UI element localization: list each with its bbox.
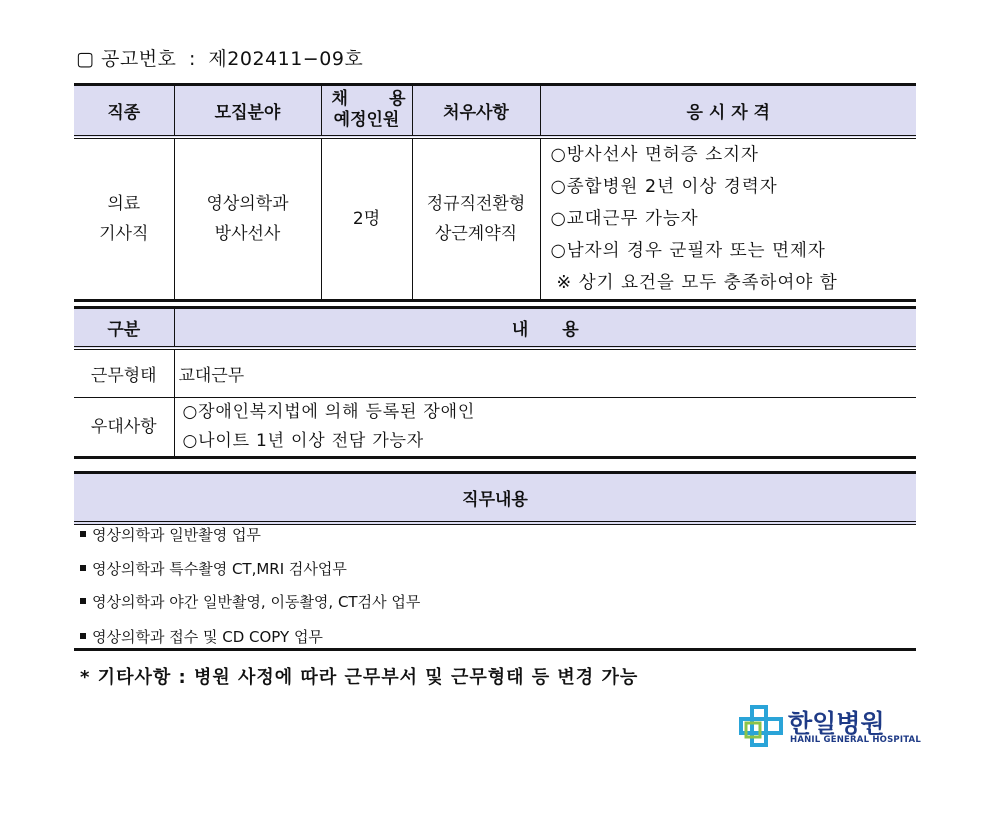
hospital-subtitle: HANIL GENERAL HOSPITAL	[790, 735, 921, 745]
work-type-label: 근무형태	[74, 348, 174, 398]
header-headcount	[321, 85, 412, 137]
qualifications-cell	[540, 137, 916, 301]
qualification-item: ○방사선사 면허증 소지자	[550, 144, 759, 165]
field-line1: 영상의학과	[206, 193, 289, 214]
qualification-item: ○교대근무 가능자	[550, 208, 699, 229]
terms-line2: 상근계약직	[434, 223, 518, 244]
hospital-name: 한일병원	[788, 709, 885, 738]
header-field: 모집분야	[174, 85, 321, 137]
header-qualifications: 응 시 자 격	[540, 85, 916, 137]
notice-label: 공고번호	[101, 48, 177, 70]
notice-number	[76, 44, 363, 71]
preference-item: ○나이트 1년 이상 전담 가능자	[182, 431, 425, 451]
detail-row-preference	[74, 398, 916, 458]
duty-item-text: 영상의학과 접수 및 CD COPY 업무	[92, 628, 323, 646]
preference-items	[174, 398, 916, 458]
bullet-icon	[80, 598, 86, 604]
terms-cell	[412, 137, 540, 301]
headcount-cell: 2명	[321, 137, 412, 301]
duty-item	[80, 558, 347, 579]
notice-value: 제202411−09호	[208, 48, 364, 70]
header-job-type: 직종	[74, 85, 174, 137]
job-type-line1: 의료	[107, 193, 141, 214]
header-headcount-part-a: 채	[331, 89, 348, 110]
header-headcount-part-b: 용	[389, 89, 406, 110]
preference-item: ○장애인복지법에 의해 등록된 장애인	[182, 402, 476, 422]
work-type-value: 교대근무	[174, 348, 916, 398]
field-cell	[174, 137, 321, 301]
duty-bottom-rule	[74, 648, 916, 651]
checkbox-square-icon: ▢	[76, 48, 95, 70]
duty-item-text: 영상의학과 일반촬영 업무	[92, 526, 261, 544]
job-type-cell	[74, 137, 174, 301]
field-line2: 방사선사	[214, 223, 281, 244]
header-headcount-line2: 예정인원	[333, 110, 400, 131]
detail-row-work-type	[74, 348, 916, 398]
header-category: 구분	[74, 308, 174, 348]
duty-title: 직무내용	[74, 471, 916, 525]
hospital-cross-icon	[738, 704, 784, 748]
recruitment-header-row	[74, 85, 916, 137]
terms-line1: 정규직전환형	[426, 193, 526, 214]
qualification-item: ○종합병원 2년 이상 경력자	[550, 176, 778, 197]
qualification-note: ※ 상기 요건을 모두 충족하여야 함	[556, 272, 838, 293]
duty-item-text: 영상의학과 야간 일반촬영, 이동촬영, CT검사 업무	[92, 593, 421, 611]
bullet-icon	[80, 531, 86, 537]
job-type-line2: 기사직	[99, 223, 149, 244]
bullet-icon	[80, 565, 86, 571]
detail-header-row	[74, 308, 916, 348]
notice-separator: :	[188, 48, 196, 70]
qualification-item: ○남자의 경우 군필자 또는 면제자	[550, 240, 826, 261]
header-content: 내 용	[174, 308, 916, 348]
duty-item	[80, 524, 261, 545]
hospital-logo	[738, 704, 921, 748]
header-terms: 처우사항	[412, 85, 540, 137]
recruitment-row	[74, 137, 916, 301]
duty-item	[80, 626, 323, 647]
recruitment-table	[74, 83, 916, 302]
duty-item-text: 영상의학과 특수촬영 CT,MRI 검사업무	[92, 560, 347, 578]
detail-table	[74, 306, 916, 459]
bullet-icon	[80, 633, 86, 639]
duty-item	[80, 591, 420, 612]
preference-label: 우대사항	[90, 416, 157, 437]
footnote: * 기타사항 : 병원 사정에 따라 근무부서 및 근무형태 등 변경 가능	[80, 667, 639, 688]
